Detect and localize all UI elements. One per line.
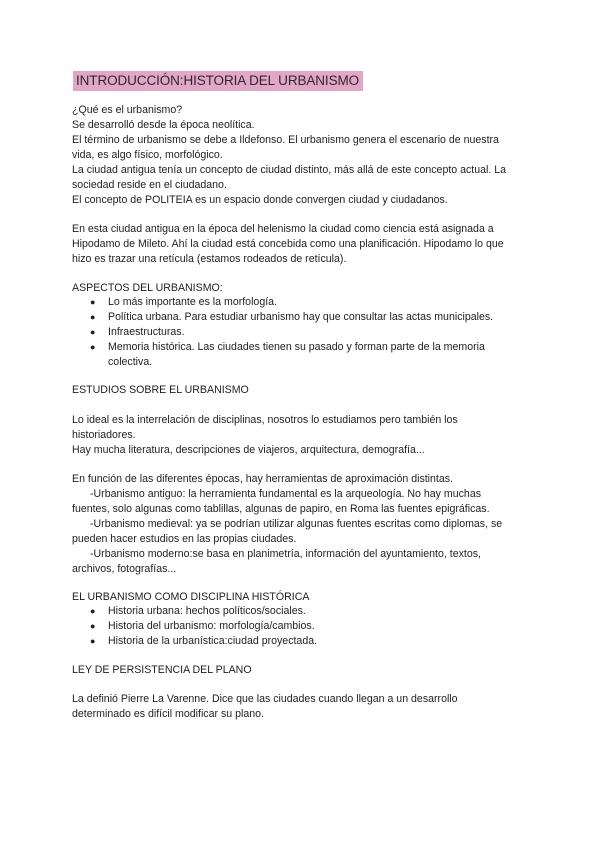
disciplina-item: Historia de la urbanística:ciudad proyectada. bbox=[108, 635, 318, 647]
intro-line: La ciudad antigua tenía un concepto de ciudad distinto, más allá de este concepto actual. La bbox=[72, 164, 507, 176]
epocas-line: -Urbanismo moderno:se basa en planimetría, información del ayuntamiento, textos, bbox=[90, 548, 481, 560]
bullet-icon: ● bbox=[90, 312, 96, 322]
intro-line: El término de urbanismo se debe a Ildefonso. El urbanismo genera el escenario de nuestra bbox=[72, 134, 499, 146]
bullet-icon: ● bbox=[90, 606, 96, 616]
page-title: INTRODUCCIÓN:HISTORIA DEL URBANISMO bbox=[73, 71, 363, 91]
intro-line: El concepto de POLITEIA es un espacio donde convergen ciudad y ciudadanos. bbox=[72, 194, 448, 206]
epocas-line: -Urbanismo antiguo: la herramienta fundamental es la arqueología. No hay muchas bbox=[90, 488, 482, 500]
aspectos-heading: ASPECTOS DEL URBANISMO: bbox=[72, 282, 223, 294]
aspectos-item: Lo más importante es la morfología. bbox=[108, 296, 277, 308]
bullet-icon: ● bbox=[90, 297, 96, 307]
disciplina-heading: EL URBANISMO COMO DISCIPLINA HISTÓRICA bbox=[72, 591, 310, 603]
epocas-line: archivos, fotografías... bbox=[72, 563, 177, 575]
disciplina-item: Historia del urbanismo: morfología/cambios. bbox=[108, 620, 315, 632]
intro-line: Se desarrolló desde la época neolítica. bbox=[72, 119, 255, 131]
estudios-line: Lo ideal es la interrelación de disciplinas, nosotros lo estudiamos pero también los bbox=[72, 414, 458, 426]
aspectos-item-continuation: colectiva. bbox=[108, 356, 153, 368]
bullet-icon: ● bbox=[90, 327, 96, 337]
ley-line: determinado es difícil modificar su plano. bbox=[72, 708, 264, 720]
intro-line: vida, es algo físico, morfológico. bbox=[72, 149, 223, 161]
helenismo-line: Hipodamo de Mileto. Ahí la ciudad está concebida como una planificación. Hipodamo lo que bbox=[72, 238, 504, 250]
estudios-line: historiadores. bbox=[72, 429, 136, 441]
helenismo-line: En esta ciudad antigua en la época del helenismo la ciudad como ciencia está asignada a bbox=[72, 223, 494, 235]
bullet-icon: ● bbox=[90, 621, 96, 631]
estudios-line: Hay mucha literatura, descripciones de viajeros, arquitectura, demografía... bbox=[72, 444, 425, 456]
intro-line: sociedad reside en el ciudadano. bbox=[72, 179, 227, 191]
bullet-icon: ● bbox=[90, 342, 96, 352]
aspectos-item: Memoria histórica. Las ciudades tienen su pasado y forman parte de la memoria bbox=[108, 341, 485, 353]
disciplina-item: Historia urbana: hechos políticos/sociales. bbox=[108, 605, 306, 617]
epocas-line: pueden hacer estudios en las propias ciudades. bbox=[72, 533, 297, 545]
ley-line: La definió Pierre La Varenne. Dice que las ciudades cuando llegan a un desarrollo bbox=[72, 693, 458, 705]
epocas-line: fuentes, solo algunas como tablillas, algunas de papiro, en Roma las fuentes epigráficas. bbox=[72, 503, 490, 515]
bullet-icon: ● bbox=[90, 636, 96, 646]
ley-heading: LEY DE PERSISTENCIA DEL PLANO bbox=[72, 664, 252, 676]
epocas-line: -Urbanismo medieval: ya se podrían utilizar algunas fuentes escritas como diplomas, se bbox=[90, 518, 503, 530]
estudios-heading: ESTUDIOS SOBRE EL URBANISMO bbox=[72, 384, 249, 396]
intro-line: ¿Qué es el urbanismo? bbox=[72, 104, 183, 116]
aspectos-item: Política urbana. Para estudiar urbanismo hay que consultar las actas municipales. bbox=[108, 311, 494, 323]
aspectos-item: Infraestructuras. bbox=[108, 326, 185, 338]
epocas-line: En función de las diferentes épocas, hay herramientas de aproximación distintas. bbox=[72, 473, 454, 485]
helenismo-line: hizo es trazar una retícula (estamos rodeados de retícula). bbox=[72, 253, 347, 265]
